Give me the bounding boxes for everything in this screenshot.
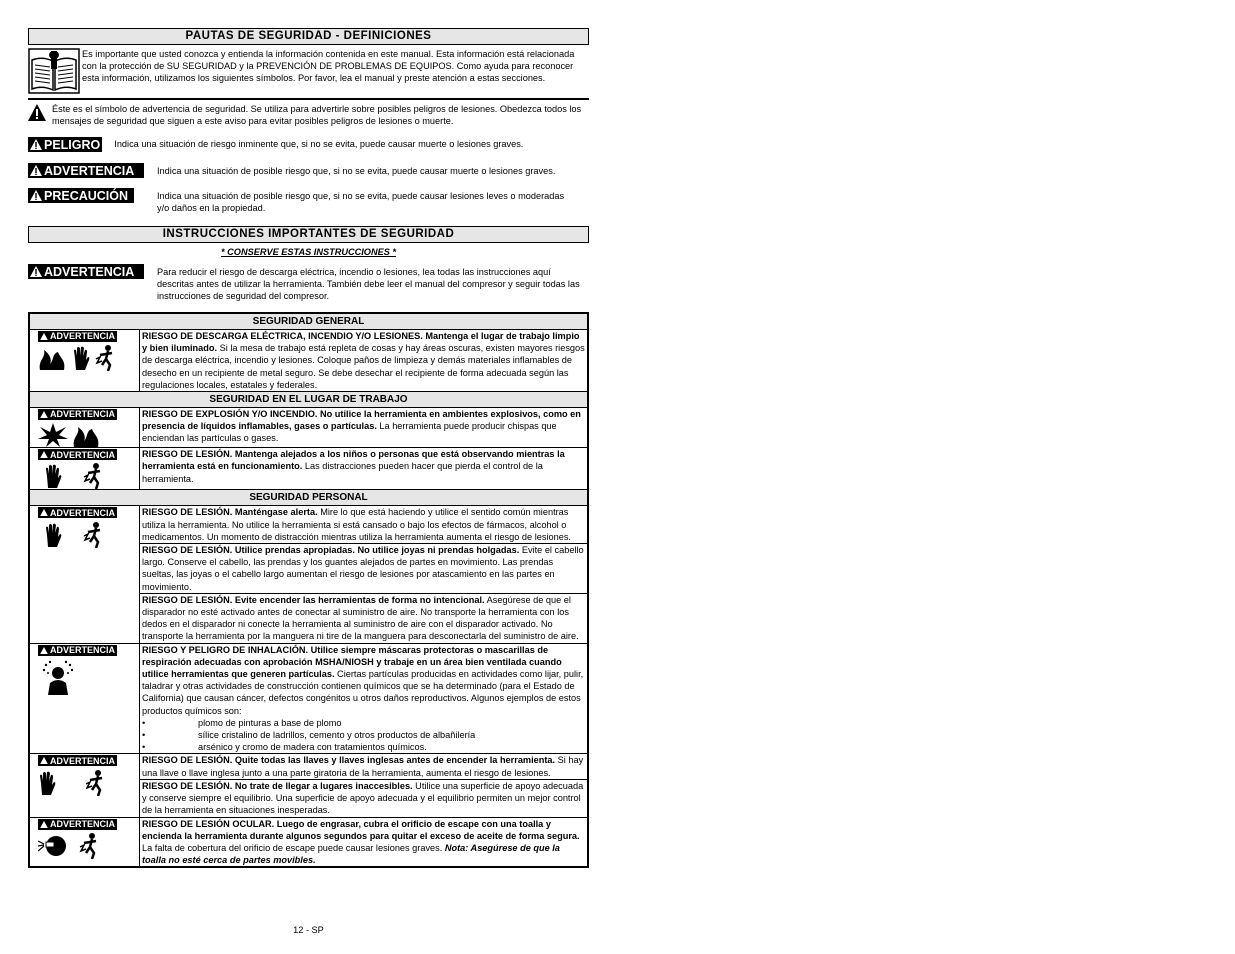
- fire-icon: [38, 346, 68, 370]
- eye-protection-icon: [38, 833, 66, 859]
- manual-book-icon: [28, 48, 80, 94]
- person-injury-icon: [84, 770, 106, 796]
- inhalation-hazard-icon: [40, 659, 76, 695]
- stay-alert-text: RIESGO DE LESIÓN. Manténgase alerta. Mire lo que está haciendo y utilice el sentido común mientras utiliza la herramienta. No utilice la herramienta si está cansado o bajo los efectos de fármacos, alcohol o medicamentos. Un momento de distracción mientras utiliza la herramienta aumenta el riesgo de lesiones.: [140, 506, 589, 544]
- alert-triangle-icon: [30, 266, 42, 277]
- proper-clothing-text: RIESGO DE LESIÓN. Utilice prendas apropiadas. No utilice joyas ni prendas holgadas. Evite el cabello largo. Conserve el cabello, las prendas y los guantes alejados de partes en movimiento. Las prendas sueltas, las joyas o el cabello largo aumentan el riesgo de lesiones por atascamiento en las partes en movimiento.: [140, 544, 589, 594]
- hand-stop-icon: [44, 523, 62, 547]
- alert-triangle-icon: [40, 821, 48, 828]
- no-overreach-text: RIESGO DE LESIÓN. No trate de llegar a lugares inaccesibles. Utilice una superficie de apoyo adecuada y conserve siempre el equilibrio. Una superficie de apoyo adecuada y el equilibrio permiten un mejor control de la herramienta en situaciones inesperadas.: [140, 779, 589, 817]
- page-number: 12 - SP: [293, 925, 324, 935]
- fire-icon: [72, 423, 102, 447]
- advertencia-row: [28, 163, 589, 178]
- advertencia-badge: ADVERTENCIA: [38, 449, 117, 460]
- table-row: [29, 817, 588, 867]
- table-row: [29, 506, 588, 544]
- alert-symbol-row: [28, 103, 589, 127]
- safety-table: [28, 312, 589, 868]
- table-row: [29, 754, 588, 779]
- table-row: [29, 330, 588, 392]
- alert-triangle-icon: [28, 104, 46, 121]
- instructions-warning-row: [28, 264, 589, 302]
- instructions-header: INSTRUCCIONES IMPORTANTES DE SEGURIDAD: [28, 226, 589, 243]
- list-item: • arsénico y cromo de madera con tratamientos químicos.: [142, 742, 427, 753]
- advertencia-text: Indica una situación de posible riesgo que, si no se evita, puede causar muerte o lesiones graves.: [157, 166, 556, 176]
- table-row: [29, 408, 588, 448]
- advertencia-badge: ADVERTENCIA: [28, 163, 144, 178]
- hand-stop-icon: [38, 771, 56, 795]
- person-injury-icon: [82, 463, 104, 489]
- inhalation-risk-text: RIESGO Y PELIGRO DE INHALACIÓN. Utilice siempre máscaras protectoras o mascarillas de respiración adecuadas con aprobación MSHA/NIOSH y trabaje en un área bien ventilada cuando utilice herramientas que generen partículas. Ciertas partículas producidas en actividades como lijar, pulir, taladrar y otras actividades de construcción contienen químicos que se ha determinado (para el Estado de California) que causan cáncer, defectos congénitos u otros daños reproductivos. Algunos ejemplos de estos productos químicos son: • plomo de pinturas a base de plomo • sílice cristalino de ladrillos, cemento y otros productos de albañilería • arsénico y cromo de madera con tratamientos químicos.: [140, 643, 589, 754]
- advertencia-badge: ADVERTENCIA: [38, 819, 117, 830]
- remove-keys-text: RIESGO DE LESIÓN. Quite todas las llaves y llaves inglesas antes de encender la herramienta. Si hay una llave o llave inglesa junto a una parte giratoria de la herramienta, aumenta el riesgo de lesiones.: [140, 754, 589, 779]
- advertencia-badge: ADVERTENCIA: [38, 409, 117, 420]
- alert-triangle-icon: [40, 451, 48, 458]
- table-row: [29, 643, 588, 754]
- alert-triangle-icon: [40, 411, 48, 418]
- peligro-row: [28, 137, 589, 152]
- person-injury-icon: [82, 522, 104, 548]
- alert-triangle-icon: [40, 757, 48, 764]
- category-general: SEGURIDAD GENERAL: [29, 313, 588, 330]
- precaucion-badge: PRECAUCIÓN: [28, 188, 134, 203]
- conserve-note: * CONSERVE ESTAS INSTRUCCIONES *: [221, 247, 396, 257]
- alert-triangle-icon: [40, 647, 48, 654]
- eye-injury-text: RIESGO DE LESIÓN OCULAR. Luego de engrasar, cubra el orificio de escape con una toalla y encienda la herramienta durante algunos segundos para quitar el exceso de aceite de forma segura. La falta de cobertura del orificio de escape puede causar lesiones graves. Nota: Asegúrese de que la toalla no esté cerca de partes movibles.: [140, 817, 589, 867]
- precaucion-text: Indica una situación de posible riesgo que, si no se evita, puede causar lesiones leves o moderadas y/o daños en la propiedad.: [157, 191, 565, 213]
- alert-triangle-icon: [40, 333, 48, 340]
- alert-triangle-icon: [30, 190, 42, 201]
- precaucion-row: [28, 188, 589, 214]
- alert-triangle-icon: [30, 165, 42, 176]
- definitions-intro: [28, 48, 589, 94]
- instructions-warning-text: Para reducir el riesgo de descarga eléctrica, incendio o lesiones, lea todas las instrucciones aquí descritas antes de utilizar la herramienta. También debe leer el manual del compresor y seguir todas las instrucciones de seguridad del compresor.: [157, 267, 580, 301]
- explosion-risk-text: RIESGO DE EXPLOSIÓN Y/O INCENDIO. No utilice la herramienta en ambientes explosivos, como en presencia de líquidos inflamables, gases o partículas. La herramienta puede producir chispas que enciendan las partículas o gases.: [140, 408, 589, 448]
- peligro-badge: PELIGRO: [28, 137, 102, 152]
- advertencia-badge: ADVERTENCIA: [38, 331, 117, 342]
- hand-stop-icon: [44, 464, 62, 488]
- children-away-text: RIESGO DE LESIÓN. Mantenga alejados a los niños o personas que está observando mientras la herramienta está en funcionamiento. Las distracciones pueden hacer que pierda el control de la herramienta.: [140, 448, 589, 490]
- unintended-start-text: RIESGO DE LESIÓN. Evite encender las herramientas de forma no intencional. Asegúrese de que el disparador no esté activado antes de conectar al suministro de aire. No transporte la herramienta con los dedos en el disparador ni conecte la herramienta al suministro de aire con el disparador activado. No transporte la herramienta por la manguera ni tire de la manguera para desconectarla del suministro de aire.: [140, 593, 589, 643]
- intro-text: Es importante que usted conozca y entienda la información contenida en este manual. Esta información está relacionada con la protección de SU SEGURIDAD y la PREVENCIÓN DE PROBLEMAS DE EQUIPOS. Como ayuda para reconocer esta información, utilizamos los siguientes símbolos. Por favor, lea el manual y preste atención a estas secciones.: [82, 49, 575, 83]
- advertencia-badge: ADVERTENCIA: [28, 264, 144, 279]
- list-item: • sílice cristalino de ladrillos, cemento y otros productos de albañilería: [142, 730, 476, 741]
- advertencia-badge: ADVERTENCIA: [38, 755, 117, 766]
- advertencia-badge: ADVERTENCIA: [38, 645, 117, 656]
- manual-page: [28, 28, 589, 868]
- divider: [28, 98, 589, 100]
- list-item: • plomo de pinturas a base de plomo: [142, 717, 342, 728]
- hand-stop-icon: [72, 346, 90, 370]
- alert-symbol-text: Éste es el símbolo de advertencia de seguridad. Se utiliza para advertirle sobre posibles peligros de lesiones. Obedezca todos los mensajes de seguridad que siguen a este aviso para evitar posibles peligros de lesiones o muerte.: [52, 104, 582, 126]
- explosion-icon: [38, 423, 68, 447]
- advertencia-badge: ADVERTENCIA: [38, 507, 117, 518]
- alert-triangle-icon: [40, 509, 48, 516]
- electric-shock-icon: [94, 345, 116, 371]
- alert-triangle-icon: [30, 139, 42, 150]
- general-safety-text: RIESGO DE DESCARGA ELÉCTRICA, INCENDIO Y/O LESIONES. Mantenga el lugar de trabajo limpio y bien iluminado. Si la mesa de trabajo está repleta de cosas y hay áreas oscuras, existen mayores riesgos de descarga eléctrica, incendio y lesiones. Coloque paños de limpieza y demás materiales inflamables de desecho en un recipiente de metal seguro. Se debe desechar el recipiente de forma adecuada según las regulaciones locales, estatales y federales.: [140, 330, 589, 392]
- category-workplace: SEGURIDAD EN EL LUGAR DE TRABAJO: [29, 392, 588, 408]
- peligro-text: Indica una situación de riesgo inminente que, si no se evita, puede causar muerte o lesiones graves.: [114, 139, 524, 149]
- person-injury-icon: [78, 833, 100, 859]
- definitions-header: PAUTAS DE SEGURIDAD - DEFINICIONES: [28, 28, 589, 45]
- category-personal: SEGURIDAD PERSONAL: [29, 490, 588, 506]
- table-row: [29, 448, 588, 490]
